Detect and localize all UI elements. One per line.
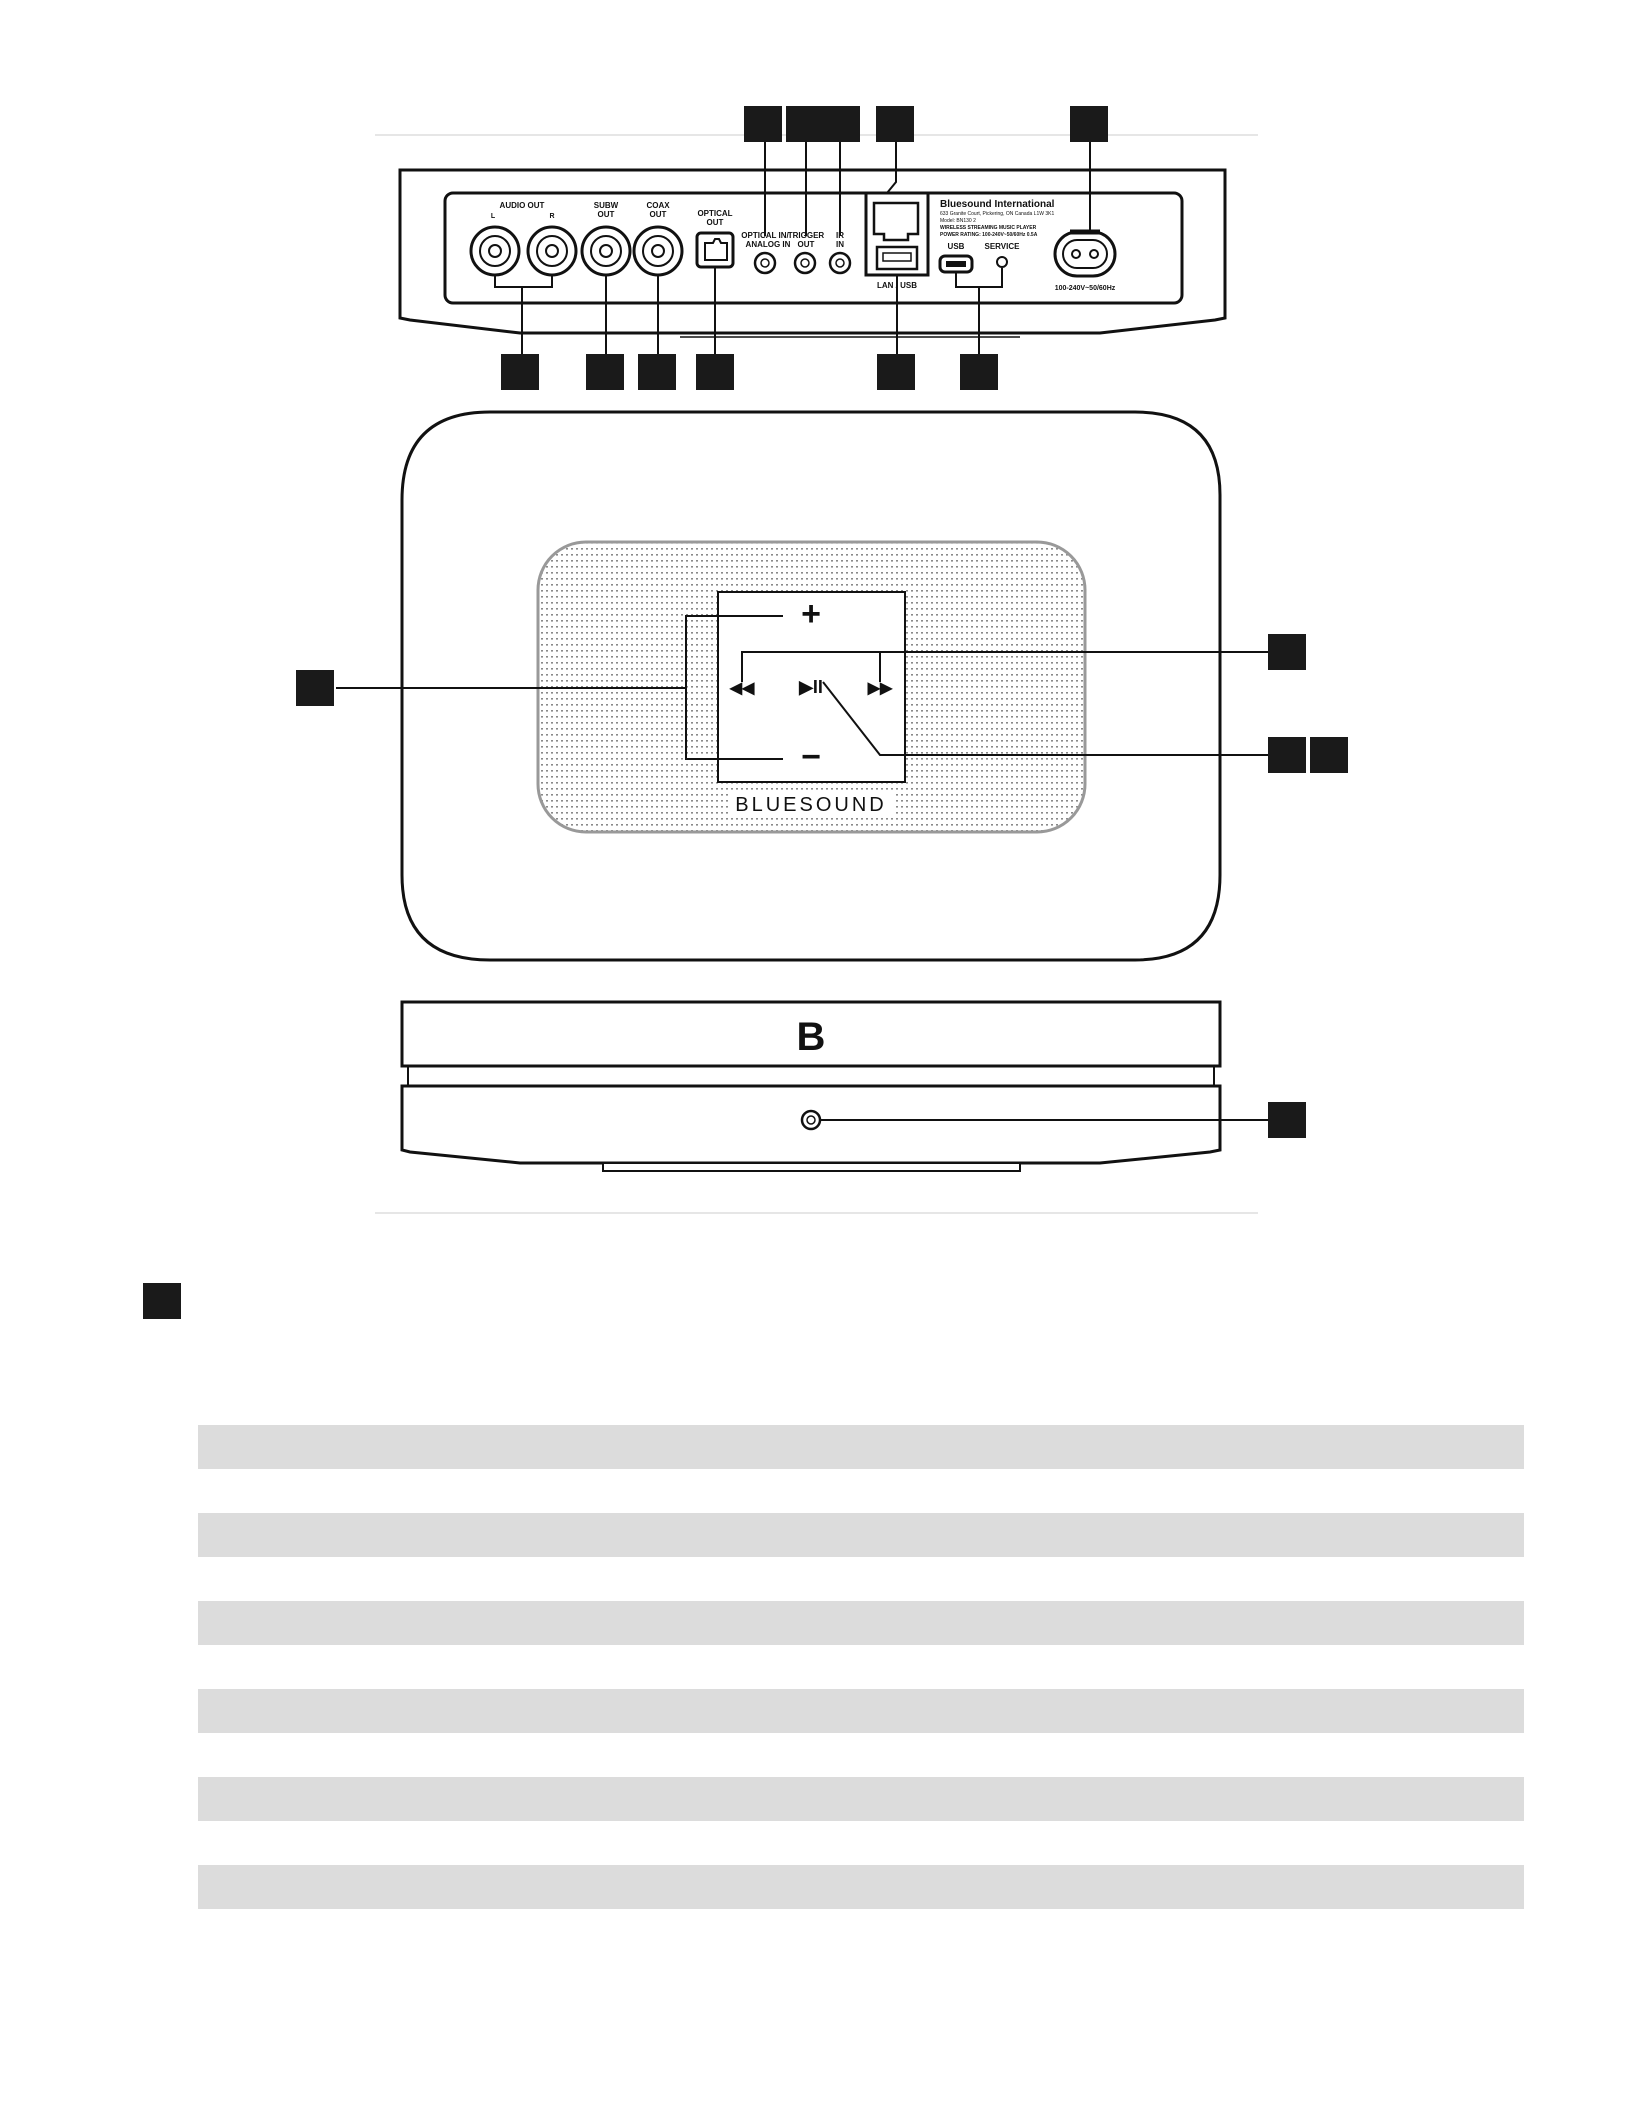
label-product: WIRELESS STREAMING MUSIC PLAYER [940, 225, 1037, 231]
callout-trigger-out [786, 106, 824, 142]
rca-jack-subwoofer [582, 227, 630, 275]
play-pause-icon[interactable]: ▶II [799, 677, 823, 697]
label-power-rating: POWER RATING: 100-240V~50/60Hz 0.5A [940, 232, 1038, 238]
label-optical: OPTICAL [697, 209, 733, 218]
spec-row [198, 1513, 1524, 1557]
label-audio-out: AUDIO OUT [499, 201, 545, 210]
callout-usb [877, 354, 915, 390]
callout-audio-out [501, 354, 539, 390]
spec-row [198, 1601, 1524, 1645]
spec-row [198, 1821, 1524, 1865]
label-lan-usb: LAN / USB [877, 281, 917, 290]
label-ir-in: IN [836, 240, 844, 249]
callout-optical-out [696, 354, 734, 390]
rca-jack-right [528, 227, 576, 275]
label-right: R [549, 213, 555, 220]
label-subw: SUBW [593, 201, 619, 210]
label-trigger: TRIGGER [787, 231, 825, 240]
label-coax-out: OUT [649, 210, 667, 219]
label-mains: 100-240V~50/60Hz [1054, 285, 1116, 292]
callout-power [1070, 106, 1108, 142]
bluesound-logo: B [796, 1015, 826, 1059]
volume-down-icon[interactable]: − [801, 738, 821, 776]
rca-jack-left [471, 227, 519, 275]
rear-panel-view [400, 142, 1225, 354]
spec-row [198, 1733, 1524, 1777]
callout-ir-in [822, 106, 860, 142]
next-track-icon[interactable]: ▶▶ [867, 680, 893, 697]
spec-row [198, 1689, 1524, 1733]
callout-subwoofer-out [586, 354, 624, 390]
label-ir: IR [836, 231, 844, 240]
label-subw-out: OUT [597, 210, 615, 219]
micro-usb-port [940, 256, 972, 272]
volume-up-icon[interactable]: + [801, 595, 821, 633]
label-optical-in: OPTICAL IN/ [741, 231, 789, 240]
top-panel-view [336, 412, 1268, 960]
spec-row [198, 1865, 1524, 1909]
callout-optical-analog-in [744, 106, 782, 142]
spec-row [198, 1557, 1524, 1601]
label-service: SERVICE [984, 242, 1020, 251]
label-analog-in: ANALOG IN [745, 240, 791, 249]
label-coax: COAX [646, 201, 670, 210]
section-heading-marker [143, 1283, 181, 1319]
label-optical-out: OUT [706, 218, 724, 227]
label-model: Model: BN130 2 [940, 218, 976, 224]
callout-coax-out [638, 354, 676, 390]
label-left: L [490, 213, 496, 220]
spec-row [198, 1645, 1524, 1689]
callout-play-pause-1 [1268, 737, 1306, 773]
lan-usb-ports [866, 193, 928, 275]
label-usb: USB [947, 242, 965, 251]
optical-out-port [697, 233, 733, 267]
callout-status-led [1268, 1102, 1306, 1138]
label-address: 633 Granite Court, Pickering, ON Canada L1W 3K1 [940, 211, 1055, 217]
spec-row [198, 1777, 1524, 1821]
front-panel-view [402, 1002, 1268, 1171]
label-company: Bluesound International [940, 199, 1055, 210]
callout-lan [876, 106, 914, 142]
spec-row [198, 1909, 1524, 1953]
callout-skip [1268, 634, 1306, 670]
brand-wordmark: BLUESOUND [735, 794, 887, 816]
spec-row [198, 1469, 1524, 1513]
callout-usb-service [960, 354, 998, 390]
power-inlet [1055, 232, 1115, 276]
callout-play-pause-2 [1310, 737, 1348, 773]
spec-row [198, 1425, 1524, 1469]
callout-volume [296, 670, 334, 706]
rca-jack-coax [634, 227, 682, 275]
service-pinhole [997, 257, 1007, 267]
previous-track-icon[interactable]: ◀◀ [729, 680, 755, 697]
label-trigger-out: OUT [797, 240, 815, 249]
